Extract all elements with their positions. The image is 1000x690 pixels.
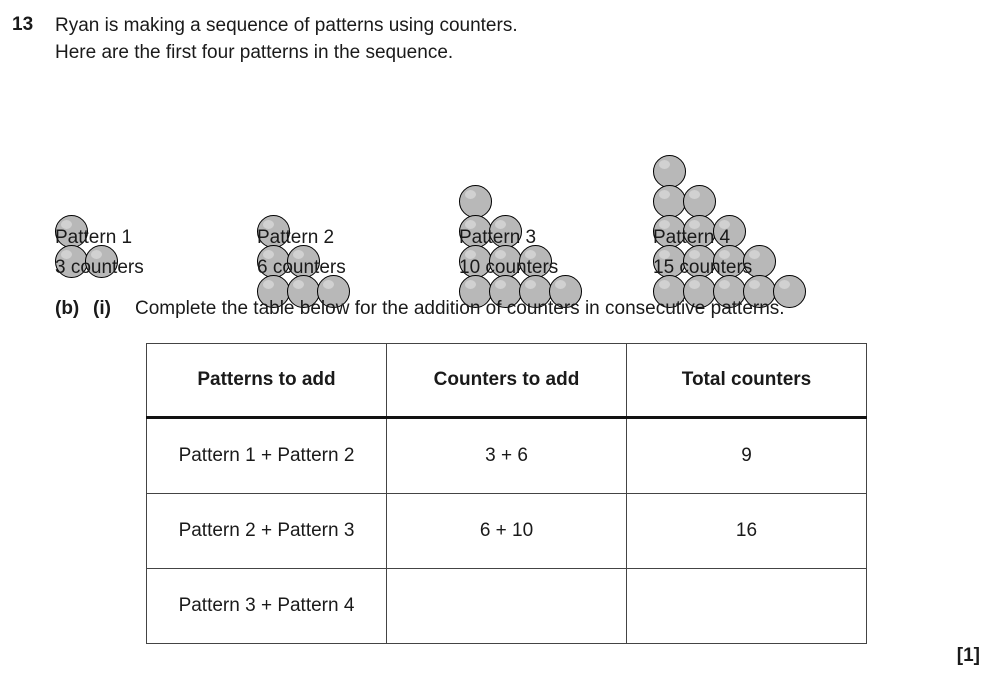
table-cell-total-blank[interactable] [627,569,867,644]
table-cell-patterns: Pattern 1 + Pattern 2 [147,418,387,494]
part-b-instruction [55,298,785,320]
pattern-2-count: 6 counters [257,257,346,278]
table-cell-total[interactable]: 9 [627,418,867,494]
table-cell-patterns: Pattern 3 + Pattern 4 [147,569,387,644]
counter [653,185,686,218]
pattern-2 [257,70,447,285]
table-cell-counters-to-add[interactable]: 6 + 10 [387,494,627,569]
counter [459,185,492,218]
pattern-2-label: Pattern 2 [257,227,335,248]
counter [653,155,686,188]
pattern-4-count: 15 counters [653,257,753,278]
table-header-total-counters: Total counters [627,344,867,418]
question-line-1: Ryan is making a sequence of patterns using counters. [55,15,518,36]
table-cell-counters-to-add-blank[interactable] [387,569,627,644]
pattern-4-label: Pattern 4 [653,227,731,248]
counters-table [146,343,867,644]
question-line-2: Here are the first four patterns in the sequence. [55,42,454,63]
pattern-3-count: 10 counters [459,257,559,278]
question-statement [55,12,518,66]
table-cell-patterns: Pattern 2 + Pattern 3 [147,494,387,569]
table-row [147,418,867,494]
table-row [147,569,867,644]
pattern-3 [459,70,659,285]
pattern-3-label: Pattern 3 [459,227,537,248]
pattern-1-count: 3 counters [55,257,144,278]
pattern-diagrams [0,70,1000,285]
table-row [147,494,867,569]
table-header-row [147,344,867,418]
counter [683,185,716,218]
pattern-1 [55,70,225,285]
table-cell-total[interactable]: 16 [627,494,867,569]
question-number: 13 [12,14,34,35]
marks-allocation: [1] [956,645,980,666]
pattern-4 [653,70,873,285]
table-header-patterns-to-add: Patterns to add [147,344,387,418]
part-b-roman: (i) [93,298,111,319]
pattern-1-label: Pattern 1 [55,227,133,248]
part-b-tag: (b) [55,298,80,319]
part-b-text: Complete the table below for the addition of counters in consecutive patterns. [135,298,785,319]
table-cell-counters-to-add[interactable]: 3 + 6 [387,418,627,494]
table-header-counters-to-add: Counters to add [387,344,627,418]
